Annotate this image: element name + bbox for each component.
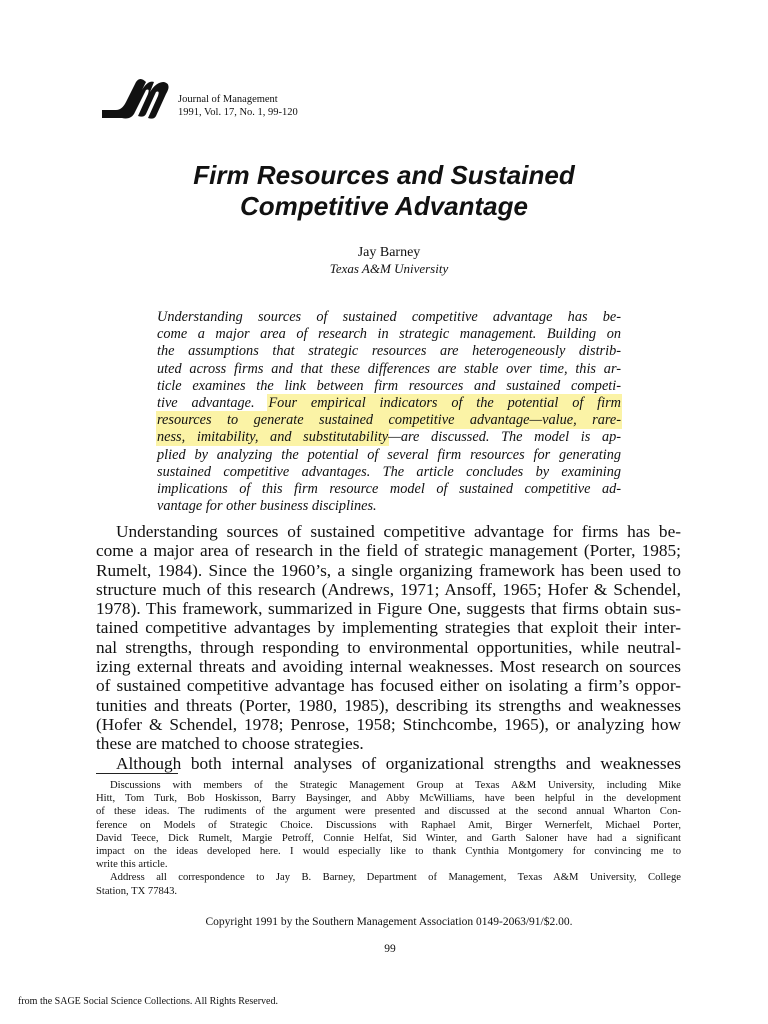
abstract-line: vantage for other business disciplines. (157, 498, 377, 515)
copyright-notice: Copyright 1991 by the Southern Management Association 0149-2063/91/$2.00. (205, 916, 573, 928)
page-number: 99 (384, 943, 396, 955)
journal-citation (178, 93, 298, 119)
footnote-line: impact on the ideas developed here. I would especially like to thank Cynthia Montgomery for convincing me to (96, 846, 681, 858)
footnote-line: write this article. (96, 859, 168, 871)
article-title (0, 160, 768, 222)
body-line: Rumelt, 1984). Since the 1960’s, a single organizing framework has been used to (96, 560, 681, 580)
abstract-line: uted across firms and that these differences are stable over time, this ar- (157, 360, 621, 377)
author-affiliation: Texas A&M University (329, 261, 449, 276)
body-line: tained competitive advantages by implementing strategies that exploit their inter- (96, 618, 681, 638)
abstract-line: Understanding sources of sustained competitive advantage has be- (157, 309, 621, 325)
abstract-line (157, 395, 621, 412)
abstract (157, 309, 621, 515)
abstract-line: ticle examines the link between firm resources and sustained competi- (157, 377, 621, 394)
article-title-line-2: Competitive Advantage (240, 191, 528, 221)
footnotes (96, 779, 681, 898)
footnote-divider (96, 773, 178, 774)
abstract-highlight: resources to generate sustained competitive advantage—value, rare- (157, 412, 621, 429)
abstract-line: sustained competitive advantages. The article concludes by examining (157, 463, 621, 480)
footnote-line: Hitt, Tom Turk, Bob Hoskisson, Barry Baysinger, and Abby McWilliams, have been helpful in the development (96, 793, 681, 805)
body-text (96, 522, 681, 773)
abstract-line: plied by analyzing the potential of several firm resources for generating (157, 446, 621, 463)
author-name: Jay Barney (357, 245, 421, 260)
body-line: izing external threats and avoiding internal weaknesses. Most research on sources (96, 657, 681, 677)
footnote-line: David Teece, Dick Rumelt, Margie Petroff, Connie Helfat, Sid Winter, and Garth Saloner have had a significant (96, 832, 681, 844)
abstract-line: come a major area of research in strategic management. Building on (157, 326, 621, 343)
body-line: these are matched to choose strategies. (96, 734, 364, 754)
journal-name: Journal of Management (178, 94, 278, 105)
body-line: structure much of this research (Andrews, 1971; Ansoff, 1965; Hofer & Schendel, (96, 579, 681, 599)
abstract-line: implications of this firm resource model of sustained competitive ad- (157, 481, 621, 498)
abstract-highlight: ness, imitability, and substitutability (157, 429, 389, 446)
body-line: tunities and threats (Porter, 1980, 1985), describing its strengths and weaknesses (96, 695, 681, 715)
footnote-line: Station, TX 77843. (96, 885, 178, 897)
body-line: 1978). This framework, summarized in Figure One, suggests that firms obtain sus- (96, 599, 681, 619)
body-line: (Hofer & Schendel, 1978; Penrose, 1958; Stinchcombe, 1965), or analyzing how (96, 714, 681, 734)
journal-volume: 1991, Vol. 17, No. 1, 99-120 (178, 107, 298, 118)
source-line: from the SAGE Social Science Collections. All Rights Reserved. (18, 996, 278, 1007)
abstract-line (157, 429, 621, 446)
abstract-segment: —are discussed. The model is ap- (388, 429, 622, 446)
footnote-line: Address all correspondence to Jay B. Barney, Department of Management, Texas A&M University, College (110, 872, 681, 884)
body-line: of sustained competitive advantage has focused either on isolating a firm’s oppor- (96, 676, 681, 696)
body-line: come a major area of research in the field of strategic management (Porter, 1985; (96, 541, 681, 561)
abstract-highlight: Four empirical indicators of the potential of firm (268, 395, 622, 412)
footnote-line: Discussions with members of the Strategic Management Group at Texas A&M University, including Mike (110, 780, 681, 791)
footnote-line: ference on Models of Strategic Choice. Discussions with Raphael Amit, Birger Wernerfelt, Michael Porter, (96, 819, 681, 831)
journal-logo-icon (102, 78, 174, 122)
abstract-line (157, 412, 621, 429)
abstract-line: the assumptions that strategic resources are heterogeneously distrib- (157, 343, 621, 360)
abstract-segment: tive advantage. (157, 395, 255, 412)
body-line: Although both internal analyses of organizational strengths and weaknesses (116, 753, 681, 773)
body-line: Understanding sources of sustained competitive advantage for firms has be- (116, 522, 681, 541)
article-title-line-1: Firm Resources and Sustained (193, 160, 575, 190)
body-line: nal strengths, through responding to environmental opportunities, while neutral- (96, 637, 681, 657)
footnote-line: of these ideas. The rudiments of the argument were presented and discussed at the second annual Wharton Con- (96, 806, 681, 818)
